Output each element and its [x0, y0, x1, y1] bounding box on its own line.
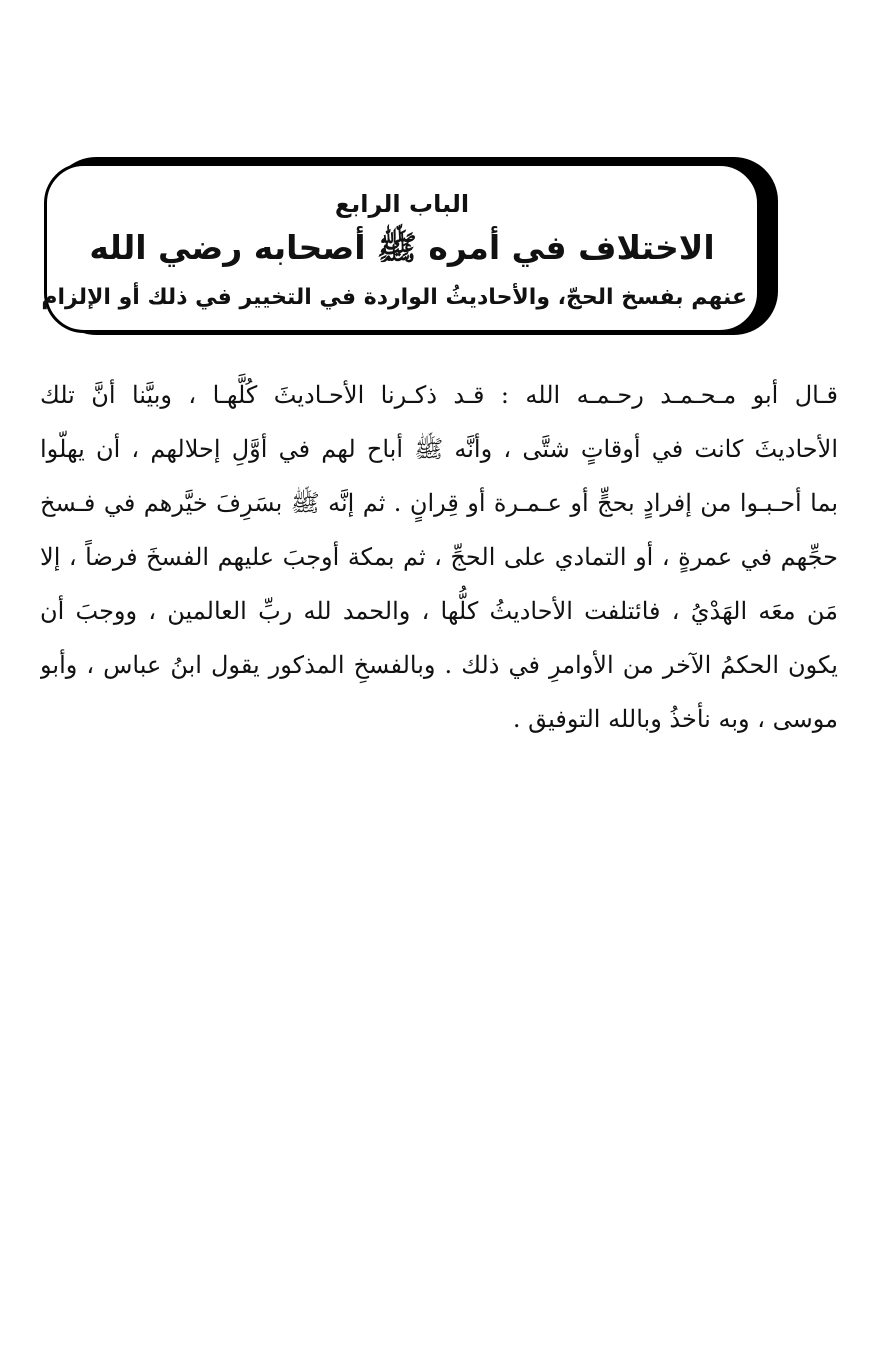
- body-line: الأحاديثَ كانت في أوقاتٍ شتَّى ، وأنَّه ﷺ أباح لهم في أوَّلِ إحلالهم ، أن يهلّوا: [40, 435, 838, 463]
- chapter-title: الاختلاف في أمره ﷺ أصحابه رضي الله: [89, 228, 715, 267]
- body-line: موسى ، وبه نأخذُ وبالله التوفيق .: [512, 705, 838, 733]
- body-paragraph: [40, 368, 838, 746]
- body-line: يكون الحكمُ الآخر من الأوامرِ في ذلك . وبالفسخِ المذكور يقول ابنُ عباس ، وأبو: [40, 651, 838, 679]
- chapter-subtitle: عنهم بفسخ الحجّ، والأحاديثُ الواردة في التخيير في ذلك أو الإلزام: [41, 285, 747, 310]
- body-line: مَن معَه الهَدْيُ ، فائتلفت الأحاديثُ كلُّها ، والحمد لله ربِّ العالمين ، ووجبَ أن: [40, 597, 838, 625]
- chapter-title-box: [41, 163, 760, 333]
- body-line: قـال أبو مـحـمـد رحـمـه الله : قـد ذكـرنا الأحـاديثَ كُلَّهـا ، وبيَّنا أنَّ تلك: [40, 381, 838, 409]
- body-line: بما أحـبـوا من إفرادٍ بحجٍّ أو عـمـرة أو قِرانٍ . ثم إنَّه ﷺ بسَرِفَ خيَّرهم في فـسخ: [40, 489, 838, 517]
- body-line: حجِّهم في عمرةٍ ، أو التمادي على الحجِّ ، ثم بمكة أوجبَ عليهم الفسخَ فرضاً ، إلا: [40, 543, 838, 571]
- chapter-label: الباب الرابع: [334, 190, 470, 218]
